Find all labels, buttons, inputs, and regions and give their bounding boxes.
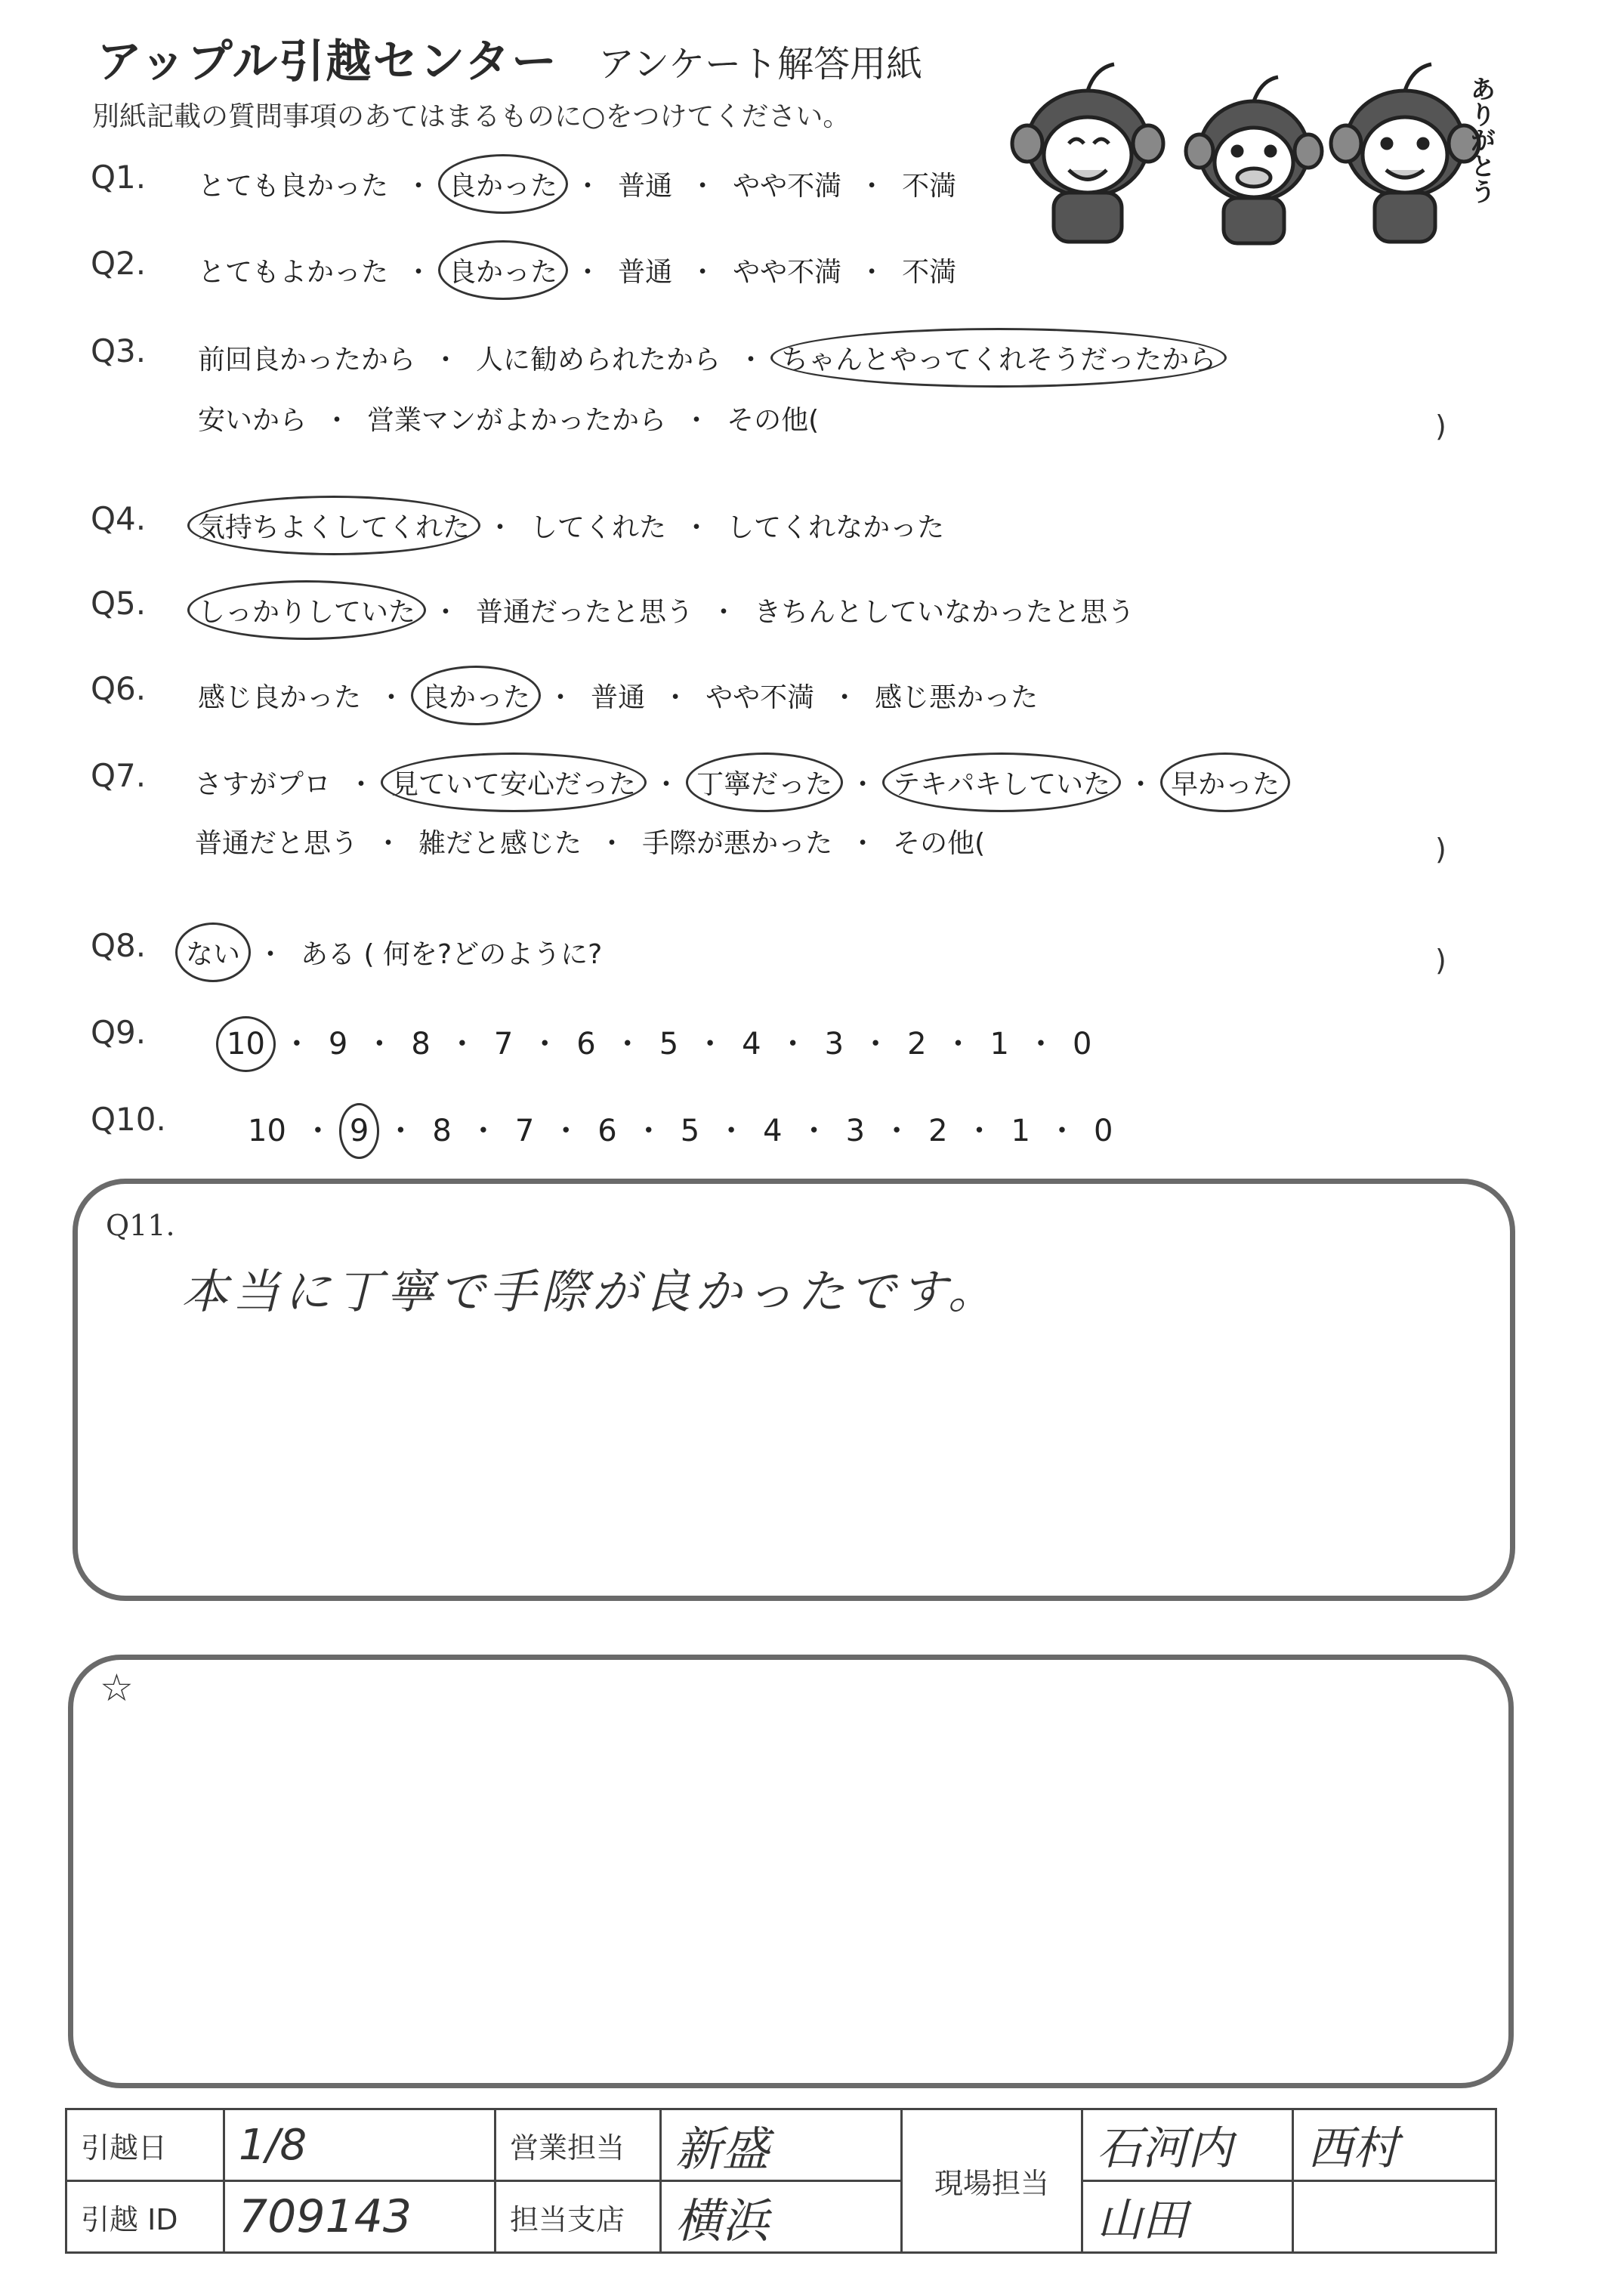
separator: ・ bbox=[1127, 769, 1155, 800]
question-7-option[interactable]: 普通だと思う bbox=[195, 828, 359, 859]
hand-drawn-circle-mark bbox=[187, 580, 426, 640]
question-label-10: Q10. bbox=[91, 1101, 166, 1138]
separator: ・ bbox=[364, 1027, 395, 1062]
question-6-option[interactable]: 普通 bbox=[591, 682, 646, 713]
question-2-option[interactable]: 不満 bbox=[902, 257, 957, 288]
question-5-option[interactable]: きちんとしていなかったと思う bbox=[754, 597, 1135, 628]
monkey-mascot-3 bbox=[1331, 64, 1479, 242]
question-7-option[interactable]: 手際が悪かった bbox=[642, 828, 833, 859]
question-9-option[interactable]: 0 bbox=[1072, 1027, 1092, 1062]
site-staff-4 bbox=[1293, 2181, 1496, 2253]
question-5-option[interactable]: 普通だったと思う bbox=[476, 597, 694, 628]
question-8-options-row bbox=[186, 933, 602, 972]
question-9-options-row bbox=[227, 1020, 1091, 1063]
question-8-close-paren: ) bbox=[1435, 944, 1446, 977]
move-date-value: 1/8 bbox=[224, 2109, 496, 2181]
separator: ・ bbox=[777, 1027, 808, 1062]
question-2-option[interactable]: 普通 bbox=[618, 257, 673, 288]
separator: ・ bbox=[716, 1114, 747, 1148]
hand-drawn-circle-mark bbox=[1160, 752, 1290, 812]
question-9-option[interactable]: 8 bbox=[411, 1027, 431, 1062]
question-label-5: Q5. bbox=[91, 585, 147, 622]
question-4-option[interactable]: してくれなかった bbox=[727, 512, 945, 543]
separator: ・ bbox=[858, 171, 886, 202]
star-comment-box[interactable] bbox=[68, 1655, 1514, 2088]
separator: ・ bbox=[943, 1027, 974, 1062]
question-6-option[interactable]: やや不満 bbox=[705, 682, 815, 713]
site-staff-1: 石河内 bbox=[1082, 2109, 1293, 2181]
question-9-option[interactable]: 6 bbox=[576, 1027, 596, 1062]
question-10-option[interactable]: 5 bbox=[680, 1114, 700, 1148]
separator: ・ bbox=[378, 682, 406, 713]
question-3-option[interactable]: ちゃんとやってくれそうだったから bbox=[781, 338, 1216, 377]
question-label-1: Q1. bbox=[91, 159, 147, 196]
separator: ・ bbox=[574, 171, 602, 202]
hand-drawn-circle-mark bbox=[175, 922, 251, 982]
question-7-option[interactable]: テキパキしていた bbox=[893, 763, 1110, 802]
question-4-option[interactable]: してくれた bbox=[530, 512, 667, 543]
separator: ・ bbox=[798, 1114, 829, 1148]
separator: ・ bbox=[683, 512, 711, 543]
question-10-option[interactable]: 7 bbox=[514, 1114, 535, 1148]
question-label-6: Q6. bbox=[91, 670, 147, 707]
question-9-option[interactable]: 2 bbox=[907, 1027, 927, 1062]
separator: ・ bbox=[1025, 1027, 1056, 1062]
hand-drawn-circle-mark bbox=[438, 154, 568, 214]
question-10-option[interactable]: 9 bbox=[350, 1114, 369, 1148]
question-10-options-row bbox=[248, 1107, 1113, 1150]
question-1-option[interactable]: 普通 bbox=[618, 171, 673, 202]
question-label-9: Q9. bbox=[91, 1014, 147, 1051]
question-10-option[interactable]: 0 bbox=[1093, 1114, 1113, 1148]
separator: ・ bbox=[612, 1027, 643, 1062]
question-6-options-row bbox=[198, 676, 1038, 715]
question-label-2: Q2. bbox=[91, 245, 147, 282]
question-4-options-row bbox=[198, 506, 944, 545]
sales-rep-value: 新盛 bbox=[661, 2109, 902, 2181]
hand-drawn-circle-mark bbox=[411, 666, 541, 725]
separator: ・ bbox=[486, 512, 514, 543]
separator: ・ bbox=[598, 828, 626, 859]
question-10-option[interactable]: 4 bbox=[763, 1114, 783, 1148]
question-4-option[interactable]: 気持ちよくしてくれた bbox=[198, 506, 470, 545]
separator: ・ bbox=[432, 597, 460, 628]
question-3-option[interactable]: 人に勧められたから bbox=[476, 345, 721, 375]
question-7-close-paren: ) bbox=[1435, 833, 1446, 866]
separator: ・ bbox=[653, 769, 681, 800]
question-3-option[interactable]: その他( bbox=[727, 405, 820, 436]
question-1-option[interactable]: やや不満 bbox=[733, 171, 842, 202]
question-label-7: Q7. bbox=[91, 757, 147, 794]
separator: ・ bbox=[547, 682, 575, 713]
separator: ・ bbox=[710, 597, 738, 628]
separator: ・ bbox=[551, 1114, 582, 1148]
hand-drawn-circle-mark bbox=[339, 1103, 379, 1159]
separator: ・ bbox=[257, 939, 285, 970]
question-10-option[interactable]: 10 bbox=[248, 1114, 286, 1148]
question-9-option[interactable]: 3 bbox=[824, 1027, 844, 1062]
separator: ・ bbox=[375, 828, 403, 859]
hand-drawn-circle-mark bbox=[381, 752, 647, 812]
q11-label: Q11. bbox=[106, 1209, 175, 1242]
form-subtitle: アンケート解答用紙 bbox=[598, 43, 923, 85]
hand-drawn-circle-mark bbox=[187, 496, 480, 555]
separator: ・ bbox=[302, 1114, 333, 1148]
q11-comment-box[interactable] bbox=[73, 1179, 1515, 1601]
separator: ・ bbox=[323, 405, 351, 436]
question-3-option[interactable]: 営業マンがよかったから bbox=[367, 405, 667, 436]
question-9-option[interactable]: 4 bbox=[742, 1027, 761, 1062]
sales-rep-label: 営業担当 bbox=[496, 2109, 661, 2181]
separator: ・ bbox=[347, 769, 375, 800]
separator: ・ bbox=[662, 682, 690, 713]
question-9-option[interactable]: 10 bbox=[227, 1027, 265, 1062]
separator: ・ bbox=[849, 769, 877, 800]
question-10-option[interactable]: 1 bbox=[1011, 1114, 1030, 1148]
star-label: ☆ bbox=[100, 1666, 134, 1710]
separator: ・ bbox=[405, 257, 433, 288]
question-1-option[interactable]: 良かった bbox=[449, 165, 557, 203]
separator: ・ bbox=[858, 257, 886, 288]
separator: ・ bbox=[529, 1027, 560, 1062]
question-7-options-row bbox=[195, 822, 985, 861]
site-staff-label: 現場担当 bbox=[902, 2109, 1082, 2253]
instructions: 別紙記載の質問事項のあてはまるものに○をつけてください。 bbox=[92, 101, 851, 132]
question-8-option[interactable]: ない bbox=[186, 933, 240, 972]
question-3-options-row bbox=[198, 338, 1216, 377]
question-7-option[interactable]: 丁寧だった bbox=[696, 763, 832, 802]
question-1-option[interactable]: 不満 bbox=[902, 171, 957, 202]
branch-value: 横浜 bbox=[661, 2181, 902, 2253]
separator: ・ bbox=[683, 405, 711, 436]
site-staff-2: 西村 bbox=[1293, 2109, 1496, 2181]
question-3-option[interactable]: 安いから bbox=[198, 405, 307, 436]
separator: ・ bbox=[689, 171, 717, 202]
question-9-option[interactable]: 1 bbox=[990, 1027, 1009, 1062]
q11-handwritten-answer: 本当に丁寧で手際が良かったです。 bbox=[181, 1264, 1000, 1319]
form-title: アップル引越センター bbox=[97, 36, 558, 88]
question-6-option[interactable]: 良かった bbox=[421, 676, 530, 715]
question-2-options-row bbox=[198, 251, 956, 289]
move-date-label: 引越日 bbox=[66, 2109, 224, 2181]
question-label-4: Q4. bbox=[91, 500, 147, 537]
separator: ・ bbox=[849, 828, 877, 859]
question-7-option[interactable]: 見ていて安心だった bbox=[391, 763, 636, 802]
question-5-option[interactable]: しっかりしていた bbox=[198, 591, 415, 629]
separator: ・ bbox=[689, 257, 717, 288]
separator: ・ bbox=[737, 345, 765, 375]
question-8-option[interactable]: ある ( 何を?どのように? bbox=[301, 939, 603, 970]
separator: ・ bbox=[468, 1114, 499, 1148]
separator: ・ bbox=[281, 1027, 312, 1062]
separator: ・ bbox=[695, 1027, 726, 1062]
thanks-text: ありがとう bbox=[1466, 76, 1495, 204]
question-2-option[interactable]: 良かった bbox=[449, 251, 557, 289]
separator: ・ bbox=[385, 1114, 416, 1148]
separator: ・ bbox=[574, 257, 602, 288]
question-1-options-row bbox=[198, 165, 956, 203]
separator: ・ bbox=[1046, 1114, 1077, 1148]
hand-drawn-circle-mark bbox=[770, 328, 1227, 388]
question-label-8: Q8. bbox=[91, 927, 147, 964]
question-3-close-paren: ) bbox=[1435, 409, 1446, 443]
question-10-option[interactable]: 2 bbox=[928, 1114, 948, 1148]
question-3-options-row bbox=[198, 399, 819, 437]
separator: ・ bbox=[446, 1027, 477, 1062]
question-7-options-row bbox=[195, 763, 1280, 802]
question-10-option[interactable]: 3 bbox=[845, 1114, 866, 1148]
question-5-options-row bbox=[198, 591, 1135, 629]
separator: ・ bbox=[633, 1114, 664, 1148]
question-10-option[interactable]: 6 bbox=[597, 1114, 617, 1148]
question-7-option[interactable]: 雑だと感じた bbox=[418, 828, 582, 859]
question-9-option[interactable]: 9 bbox=[328, 1027, 348, 1062]
separator: ・ bbox=[432, 345, 460, 375]
question-7-option[interactable]: 早かった bbox=[1171, 763, 1280, 802]
move-id-label: 引越 ID bbox=[66, 2181, 224, 2253]
separator: ・ bbox=[831, 682, 859, 713]
monkey-mascots-illustration bbox=[997, 30, 1526, 249]
hand-drawn-circle-mark bbox=[686, 752, 843, 812]
question-6-option[interactable]: 感じ良かった bbox=[198, 682, 362, 713]
monkey-mascot-2 bbox=[1186, 77, 1322, 243]
hand-drawn-circle-mark bbox=[882, 752, 1121, 812]
separator: ・ bbox=[860, 1027, 891, 1062]
question-9-option[interactable]: 7 bbox=[493, 1027, 514, 1062]
move-id-value: 709143 bbox=[224, 2181, 496, 2253]
move-info-table bbox=[65, 2108, 1497, 2254]
question-2-option[interactable]: とてもよかった bbox=[198, 257, 389, 288]
question-7-option[interactable]: さすがプロ bbox=[195, 769, 332, 800]
separator: ・ bbox=[964, 1114, 995, 1148]
hand-drawn-circle-mark bbox=[216, 1016, 276, 1072]
monkey-mascot-1 bbox=[1012, 64, 1163, 242]
hand-drawn-circle-mark bbox=[438, 240, 568, 300]
question-7-option[interactable]: その他( bbox=[893, 828, 986, 859]
question-2-option[interactable]: やや不満 bbox=[733, 257, 842, 288]
question-10-option[interactable]: 8 bbox=[432, 1114, 452, 1148]
question-9-option[interactable]: 5 bbox=[659, 1027, 679, 1062]
separator: ・ bbox=[881, 1114, 912, 1148]
question-label-3: Q3. bbox=[91, 332, 147, 369]
question-3-option[interactable]: 前回良かったから bbox=[198, 345, 416, 375]
question-6-option[interactable]: 感じ悪かった bbox=[875, 682, 1039, 713]
question-1-option[interactable]: とても良かった bbox=[198, 171, 389, 202]
separator: ・ bbox=[405, 171, 433, 202]
site-staff-3: 山田 bbox=[1082, 2181, 1293, 2253]
branch-label: 担当支店 bbox=[496, 2181, 661, 2253]
